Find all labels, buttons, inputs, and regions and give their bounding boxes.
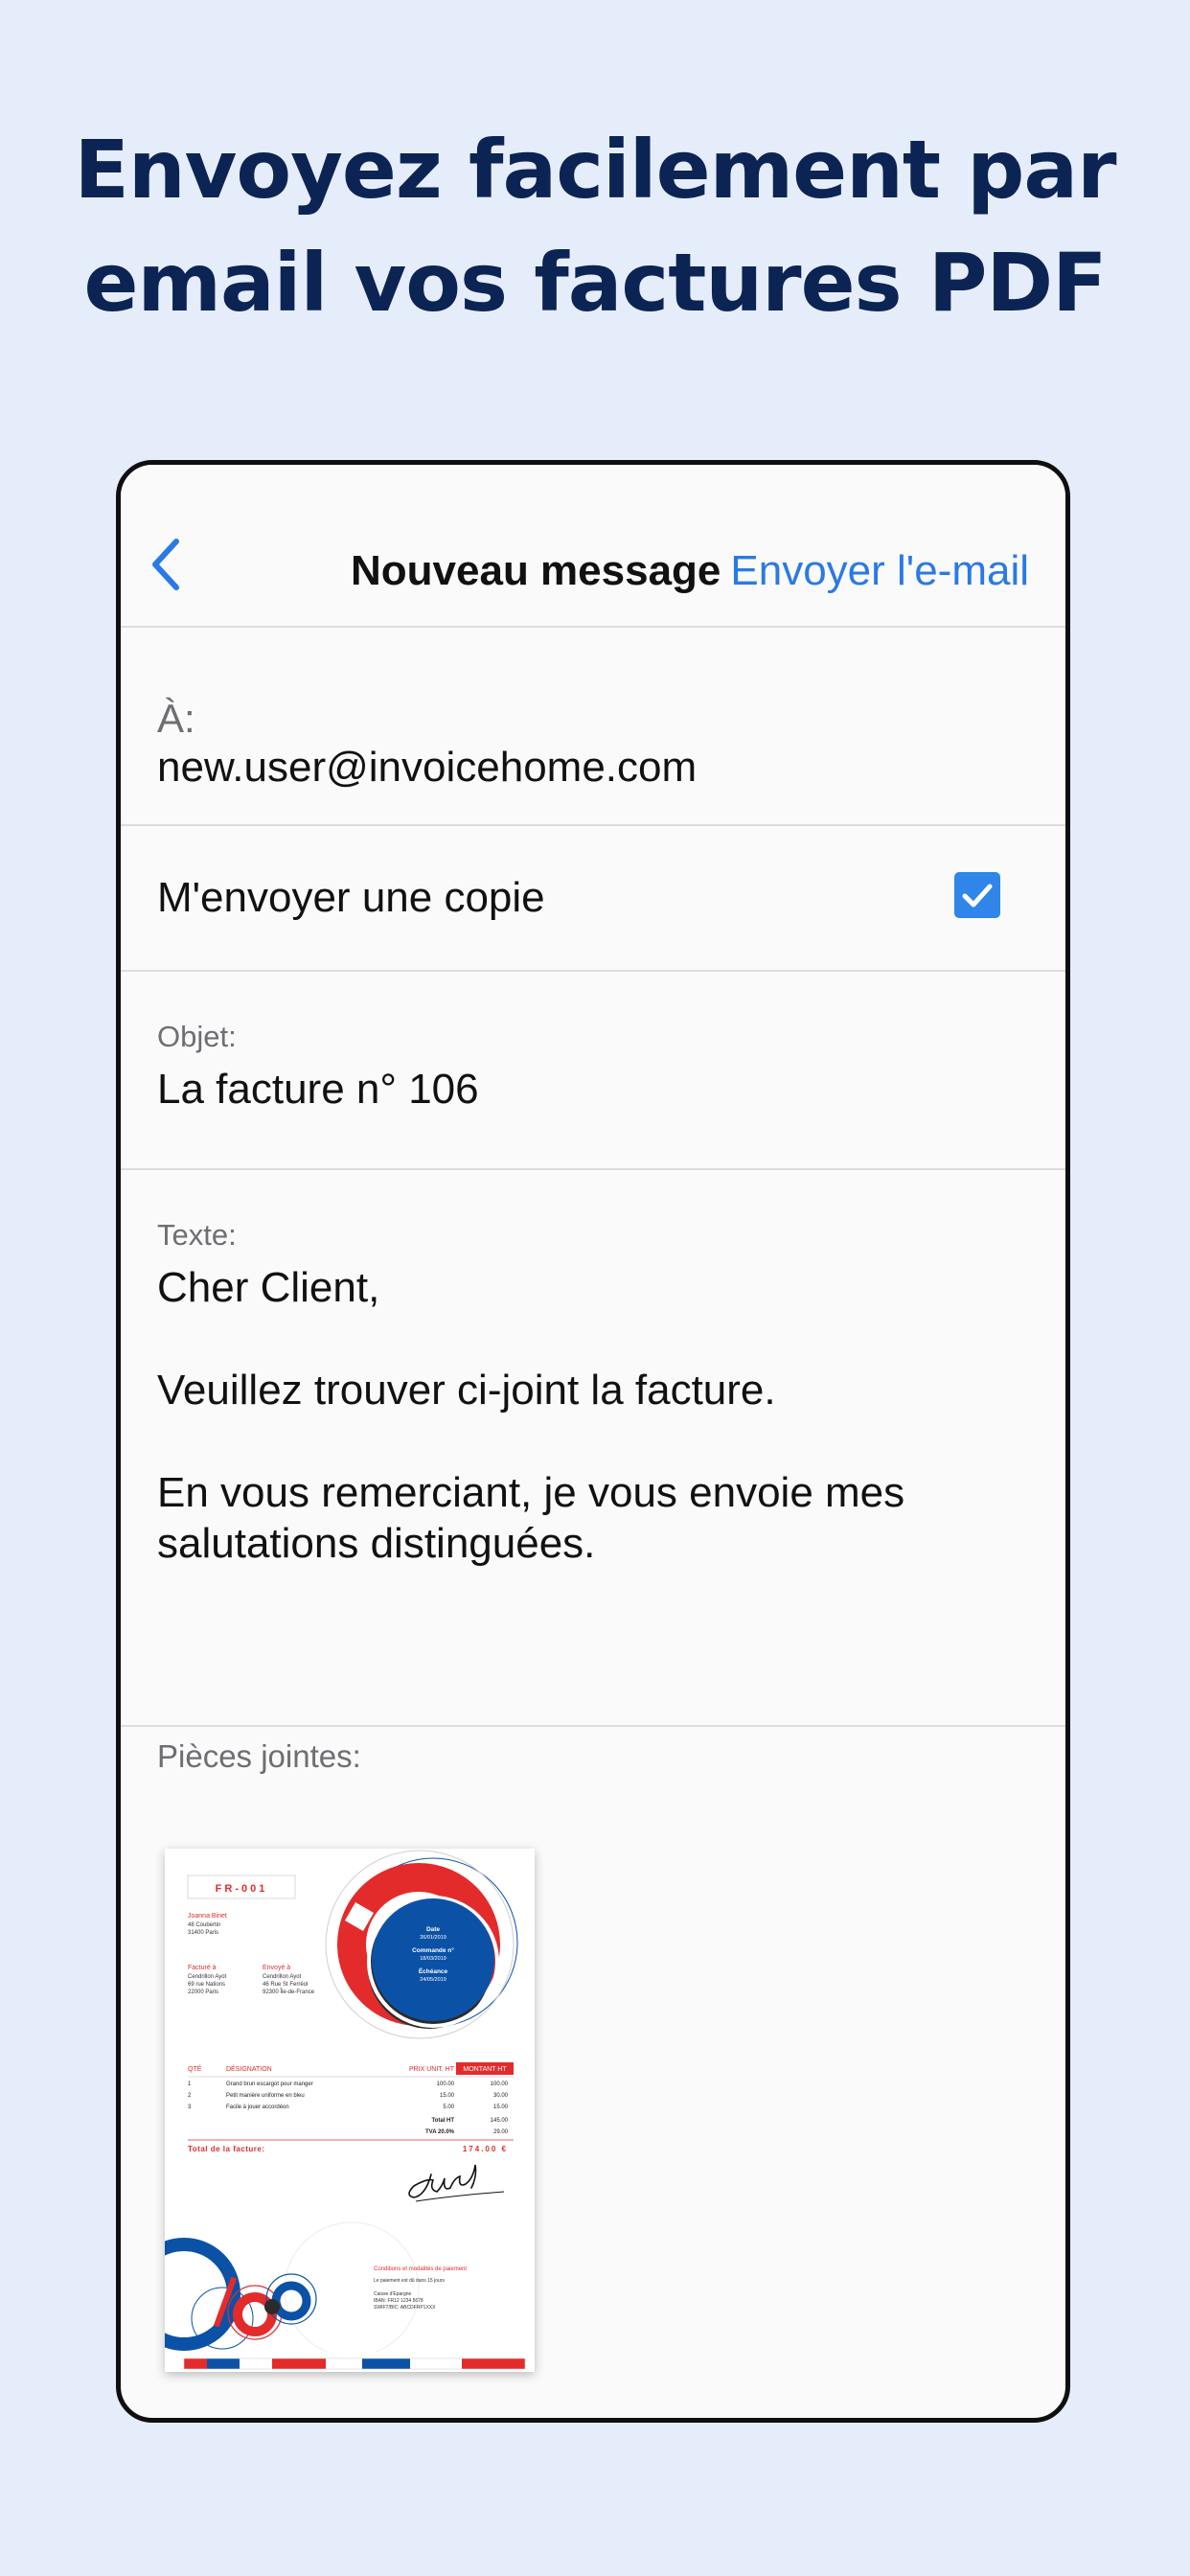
invoice-row-qty: 3 — [188, 2104, 192, 2110]
invoice-sender-address: 48 Coubertin — [188, 1922, 221, 1928]
promo-headline — [0, 113, 1190, 339]
invoice-sent-label: Envoyé à — [263, 1965, 291, 1971]
headline-line-1: Envoyez facilement par — [74, 123, 1116, 217]
invoice-total-value: 174.00 € — [462, 2145, 508, 2153]
invoice-row-qty: 2 — [188, 2093, 192, 2099]
invoice-subtotal-label: Total HT — [431, 2118, 454, 2124]
to-field[interactable] — [121, 626, 1065, 826]
invoice-row-unit: 5.00 — [443, 2104, 454, 2110]
message-paragraph: Veuillez trouver ci-joint la facture. — [157, 1367, 776, 1414]
invoice-sent-address: 92300 Île-de-France — [263, 1990, 315, 1995]
invoice-date-label: Date — [425, 1926, 441, 1933]
subject-label: Objet: — [157, 1020, 237, 1053]
invoice-row-desc: Grand brun escargot pour manger — [226, 2082, 313, 2087]
nav-title: Nouveau message — [351, 547, 721, 594]
to-label: À: — [157, 696, 195, 741]
invoice-row-amount: 100.00 — [490, 2082, 508, 2087]
invoice-billed-name: Cendrillon Ayot — [188, 1974, 227, 1980]
invoice-row-amount: 15.00 — [492, 2104, 508, 2110]
subject-field[interactable] — [121, 970, 1065, 1170]
invoice-attachment-thumbnail[interactable] — [165, 1849, 535, 2372]
invoice-col-desc: DÉSIGNATION — [226, 2066, 272, 2073]
phone-frame — [116, 460, 1070, 2423]
checkmark-icon — [954, 872, 1000, 918]
invoice-sender-name: Joanna Binet — [188, 1913, 227, 1920]
invoice-total-label: Total de la facture: — [188, 2145, 265, 2153]
invoice-bank-text: Caisse d'Epargne — [374, 2291, 412, 2297]
invoice-tax-label: TVA 20.0% — [424, 2129, 454, 2135]
invoice-terms-label: Conditions et modalités de paiement — [374, 2266, 468, 2272]
message-paragraph: En vous remerciant, je vous envoie mes salutations distinguées. — [157, 1469, 905, 1567]
headline-line-2: email vos factures PDF — [83, 236, 1107, 330]
invoice-sent-address: 46 Rue St Ferréol — [263, 1982, 309, 1988]
invoice-row-unit: 15.00 — [439, 2093, 454, 2099]
invoice-col-amount: MONTANT HT — [463, 2066, 507, 2073]
send-copy-row[interactable] — [121, 824, 1065, 972]
send-copy-label: M'envoyer une copie — [157, 874, 545, 921]
invoice-order-label: Commande n° — [412, 1947, 454, 1954]
invoice-tax-value: 29.00 — [492, 2129, 508, 2135]
message-body[interactable] — [157, 1262, 1019, 1621]
invoice-row-desc: Petit manière uniforme en bleu — [226, 2093, 305, 2099]
invoice-row-qty: 1 — [188, 2082, 192, 2087]
invoice-row-amount: 30.00 — [492, 2093, 508, 2099]
to-value[interactable]: new.user@invoicehome.com — [157, 744, 698, 791]
invoice-terms-text: Le paiement est dû dans 15 jours — [374, 2278, 445, 2284]
invoice-row-desc: Facile à jouer accordéon — [226, 2104, 289, 2110]
navigation-bar — [121, 465, 1065, 628]
attachments-label: Pièces jointes: — [157, 1738, 361, 1774]
invoice-row-unit: 100.00 — [436, 2082, 454, 2087]
invoice-sent-name: Cendrillon Ayot — [263, 1974, 302, 1980]
invoice-bank-text: IBAN: FR12 1234 5678 — [374, 2298, 423, 2304]
invoice-due-label: Échéance — [418, 1968, 448, 1975]
message-label: Texte: — [157, 1218, 237, 1252]
invoice-billed-label: Facturé à — [188, 1965, 217, 1971]
invoice-due-value: 24/05/2019 — [420, 1977, 446, 1983]
send-email-button[interactable]: Envoyer l'e-mail — [730, 547, 1029, 594]
invoice-billed-address: 69 rue Nations — [188, 1982, 226, 1988]
message-field[interactable] — [121, 1168, 1065, 1727]
invoice-col-qty: QTÉ — [188, 2066, 202, 2073]
invoice-sender-address: 31400 Paris — [188, 1930, 219, 1936]
invoice-number: FR-001 — [215, 1883, 268, 1895]
message-paragraph: Cher Client, — [157, 1264, 380, 1311]
invoice-bank-text: SWIFT/BIC: ABCDFRP1XXX — [374, 2305, 436, 2311]
invoice-subtotal-value: 145.00 — [490, 2118, 508, 2124]
invoice-pdf-preview — [165, 1849, 535, 2372]
subject-value[interactable]: La facture n° 106 — [157, 1066, 479, 1113]
invoice-date-value: 26/01/2019 — [420, 1935, 446, 1941]
invoice-order-value: 18/03/2019 — [420, 1956, 446, 1962]
invoice-billed-address: 22000 Paris — [188, 1990, 219, 1995]
chevron-left-icon[interactable] — [148, 536, 186, 593]
invoice-col-unit: PRIX UNIT. HT — [408, 2066, 454, 2073]
send-copy-checkbox[interactable] — [954, 872, 1000, 918]
